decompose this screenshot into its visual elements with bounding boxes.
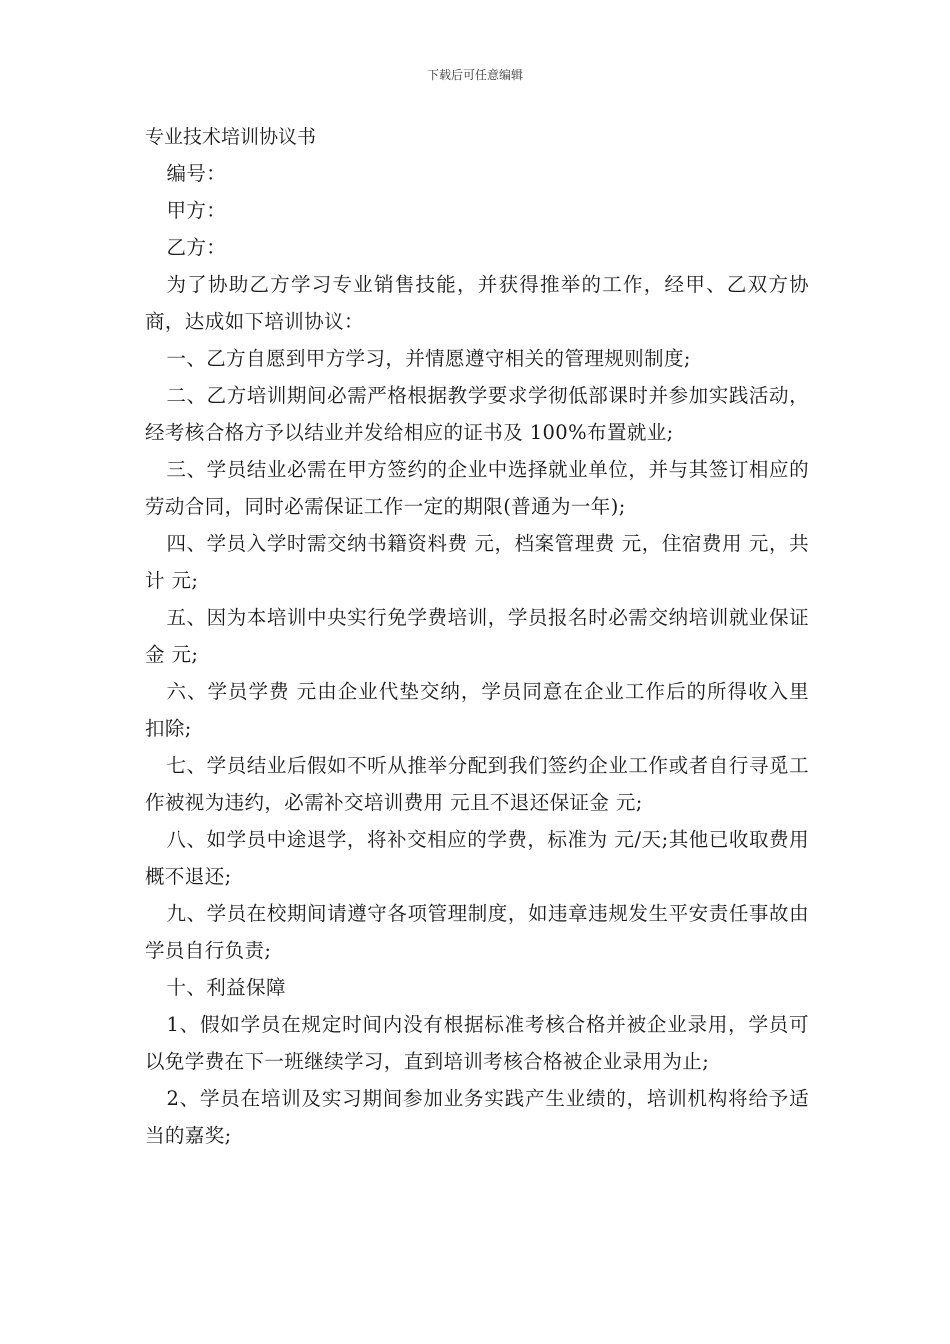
clause-7: 七、学员结业后假如不听从推举分配到我们签约企业工作或者自行寻觅工作被视为违约，必需补交培训费用 元且不退还保证金 元;: [145, 754, 809, 814]
clause-1: 一、乙方自愿到甲方学习，并情愿遵守相关的管理规则制度;: [166, 347, 691, 370]
document-body: [145, 155, 809, 1154]
intro-paragraph: 为了协助乙方学习专业销售技能，并获得推举的工作，经甲、乙双方协商，达成如下培训协议：: [145, 273, 809, 333]
field-number: 编号：: [166, 162, 227, 185]
field-party-b: 乙方：: [166, 236, 227, 259]
header-note: 下载后可任意编辑: [426, 68, 523, 82]
clause-9: 九、学员在校期间请遵守各项管理制度，如违章违规发生平安责任事故由学员自行负责;: [145, 902, 809, 962]
clause-8: 八、如学员中途退学，将补交相应的学费，标准为 元/天;其他已收取费用概不退还;: [145, 828, 809, 888]
clause-10-item-2: 2、学员在培训及实习期间参加业务实践产生业绩的，培训机构将给予适当的嘉奖;: [145, 1087, 809, 1147]
clause-6: 六、学员学费 元由企业代垫交纳，学员同意在企业工作后的所得收入里扣除;: [145, 680, 809, 740]
document-title: 专业技术培训协议书: [145, 126, 317, 148]
clause-4: 四、学员入学时需交纳书籍资料费 元，档案管理费 元，住宿费用 元，共计 元;: [145, 532, 809, 592]
clause-3: 三、学员结业必需在甲方签约的企业中选择就业单位，并与其签订相应的劳动合同，同时必需保证工作一定的期限(普通为一年);: [145, 458, 809, 518]
field-party-a: 甲方：: [166, 199, 227, 222]
clause-10-heading: 十、利益保障: [166, 976, 286, 999]
clause-10-item-1: 1、假如学员在规定时间内没有根据标准考核合格并被企业录用，学员可以免学费在下一班继续学习，直到培训考核合格被企业录用为止;: [145, 1013, 809, 1073]
clause-2: 二、乙方培训期间必需严格根据教学要求学彻低部课时并参加实践活动，经考核合格方予以结业并发给相应的证书及 100%布置就业;: [145, 384, 809, 444]
clause-5: 五、因为本培训中央实行免学费培训，学员报名时必需交纳培训就业保证金 元;: [145, 606, 809, 666]
